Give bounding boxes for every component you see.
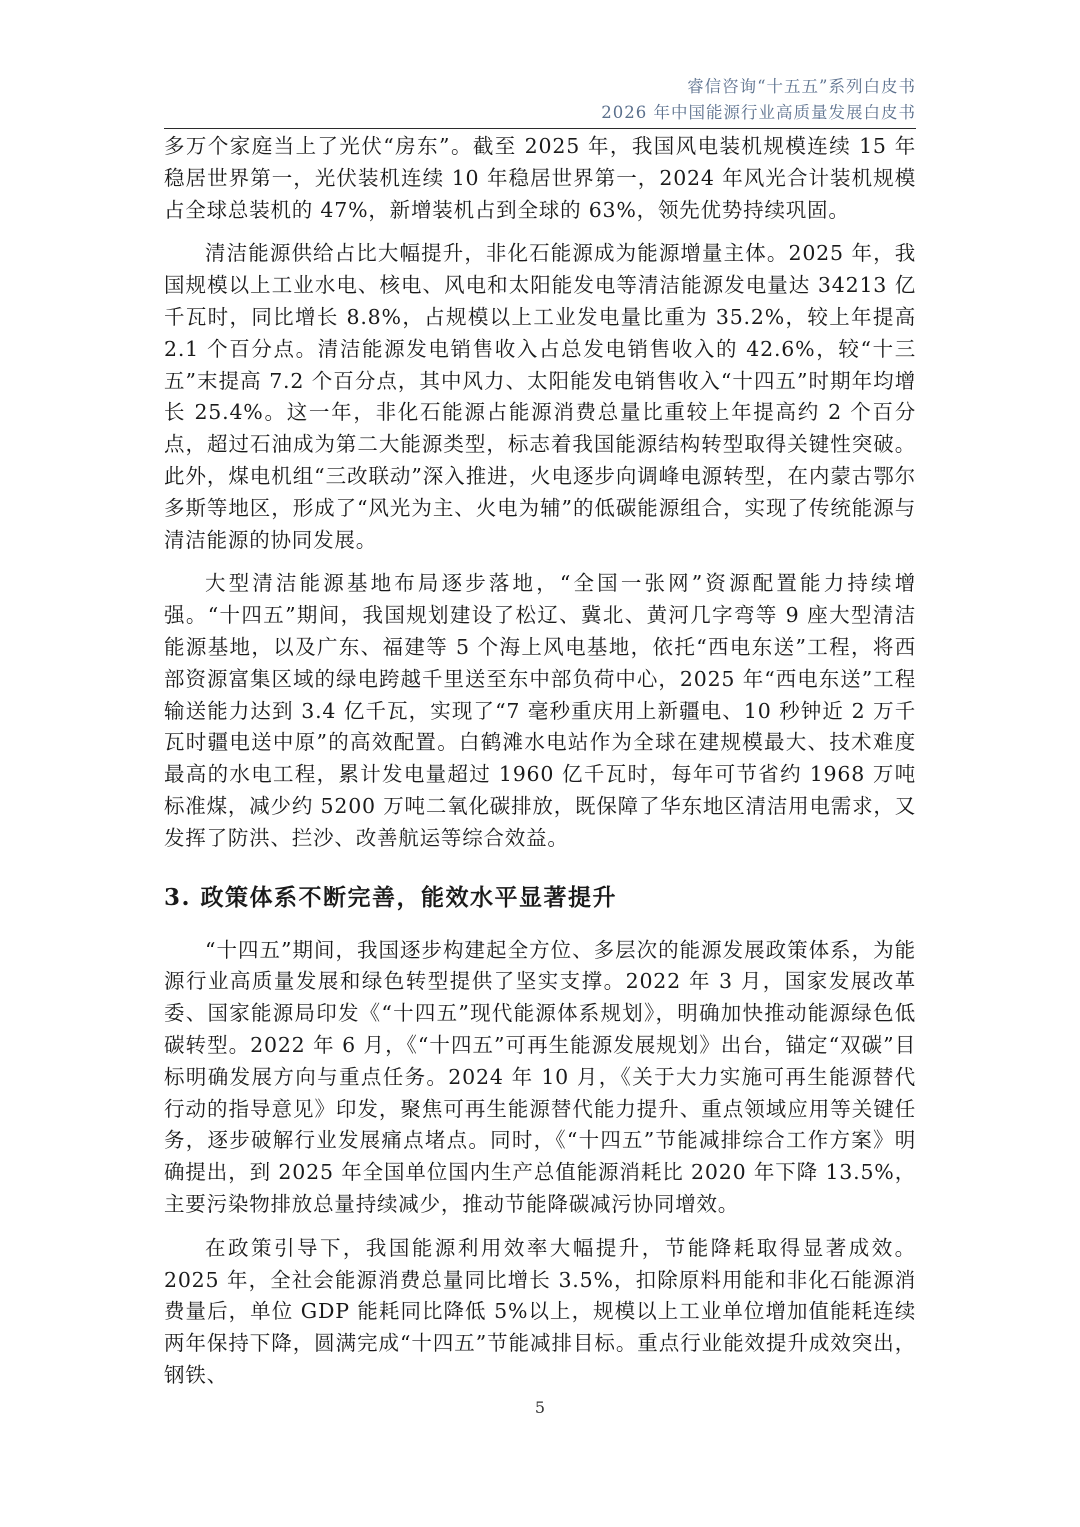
- header-document-title: 2026 年中国能源行业高质量发展白皮书: [601, 103, 916, 122]
- section-heading: 3. 政策体系不断完善，能效水平显著提升: [164, 883, 618, 911]
- paragraph-policy-system: “十四五”期间，我国逐步构建起全方位、多层次的能源发展政策体系，为能源行业高质量发展和绿色转型提供了坚实支撑。2022 年 3 月，国家发展改革委、国家能源局印发《“十四五”现代能源体系规划》，明确加快推动能源绿色低碳转型。2022 年 6 月，《“十四五”可再生能源发展规划》出台，锚定“双碳”目标明确发展方向与重点任务。2024 年 10 月，《关于大力实施可再生能源替代行动的指导意见》印发，聚焦可再生能源替代能力提升、重点领域应用等关键任务，逐步破解行业发展痛点堵点。同时，《“十四五”节能减排综合工作方案》明确提出，到 2025 年全国单位国内生产总值能源消耗比 2020 年下降 13.5%，主要污染物排放总量持续减少，推动节能降碳减污协同增效。: [164, 937, 916, 1216]
- page-number: 5: [534, 1398, 546, 1417]
- header-series-title: 睿信咨询“十五五”系列白皮书: [687, 77, 916, 96]
- header-divider: [164, 128, 916, 129]
- page-content: [164, 131, 916, 1404]
- running-header: [601, 74, 916, 126]
- paragraph-clean-energy-supply: 清洁能源供给占比大幅提升，非化石能源成为能源增量主体。2025 年，我国规模以上工业水电、核电、风电和太阳能发电等清洁能源发电量达 34213 亿千瓦时，同比增长 8.8%，占规模以上工业发电量比重为 35.2%，较上年提高 2.1 个百分点。清洁能源发电销售收入占总发电销售收入的 42.6%，较“十三五”末提高 7.2 个百分点，其中风力、太阳能发电销售收入“十四五”时期年均增长 25.4%。这一年，非化石能源占能源消费总量比重较上年提高约 2 个百分点，超过石油成为第二大能源类型，标志着我国能源结构转型取得关键性突破。此外，煤电机组“三改联动”深入推进，火电逐步向调峰电源转型，在内蒙古鄂尔多斯等地区，形成了“风光为主、火电为辅”的低碳能源组合，实现了传统能源与清洁能源的协同发展。: [164, 241, 916, 552]
- paragraph-energy-efficiency: 在政策引导下，我国能源利用效率大幅提升，节能降耗取得显著成效。2025 年，全社会能源消费总量同比增长 3.5%，扣除原料用能和非化石能源消费量后，单位 GDP 能耗同比降低 5%以上，规模以上工业单位增加值能耗连续两年保持下降，圆满完成“十四五”节能减排目标。重点行业能效提升成效突出，钢铁、: [164, 1235, 916, 1387]
- paragraph-energy-bases: 大型清洁能源基地布局逐步落地，“全国一张网”资源配置能力持续增强。“十四五”期间，我国规划建设了松辽、冀北、黄河几字弯等 9 座大型清洁能源基地，以及广东、福建等 5 个海上风电基地，依托“西电东送”工程，将西部资源富集区域的绿电跨越千里送至东中部负荷中心，2025 年“西电东送”工程输送能力达到 3.4 亿千瓦，实现了“7 毫秒重庆用上新疆电、10 秒钟近 2 万千瓦时疆电送中原”的高效配置。白鹤滩水电站作为全球在建规模最大、技术难度最高的水电工程，累计发电量超过 1960 亿千瓦时，每年可节省约 1968 万吨标准煤，减少约 5200 万吨二氧化碳排放，既保障了华东地区清洁用电需求，又发挥了防洪、拦沙、改善航运等综合效益。: [164, 571, 916, 850]
- paragraph-continued: 多万个家庭当上了光伏“房东”。截至 2025 年，我国风电装机规模连续 15 年稳居世界第一，光伏装机连续 10 年稳居世界第一，2024 年风光合计装机规模占全球总装机的 47%，新增装机占到全球的 63%，领先优势持续巩固。: [164, 134, 916, 222]
